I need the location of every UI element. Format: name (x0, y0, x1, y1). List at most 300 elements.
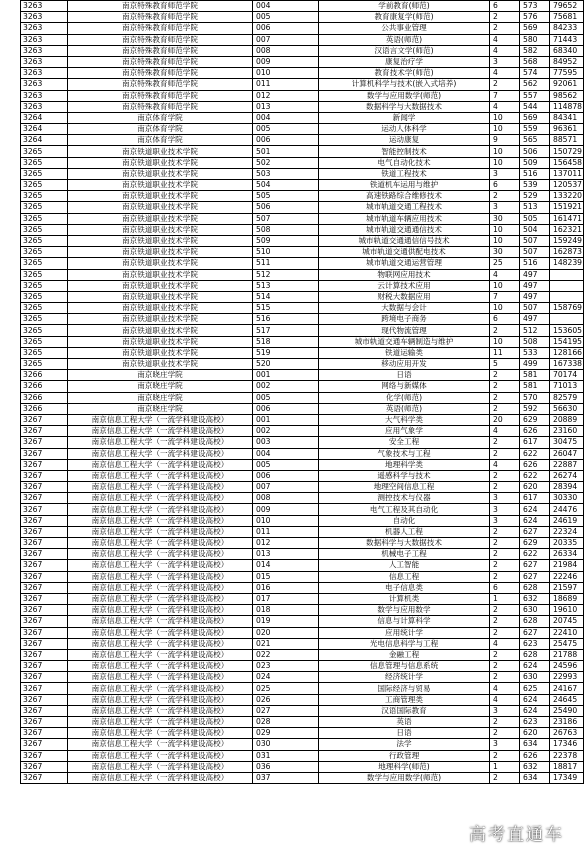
min-rank-cell: 167338 (550, 359, 584, 370)
plan-count-cell: 10 (490, 124, 520, 135)
major-name-cell: 铁道工程技术 (319, 168, 490, 179)
school-code-cell: 3265 (21, 168, 68, 179)
table-row (21, 593, 584, 604)
table-row (21, 235, 584, 246)
min-rank-cell: 70174 (550, 370, 584, 381)
min-score-cell: 582 (520, 45, 550, 56)
min-score-cell: 628 (520, 649, 550, 660)
min-rank-cell: 20335 (550, 538, 584, 549)
plan-count-cell: 10 (490, 146, 520, 157)
school-name-cell: 南京铁道职业技术学院 (68, 291, 253, 302)
major-code-cell: 007 (253, 482, 319, 493)
table-row (21, 605, 584, 616)
school-name-cell: 南京信息工程大学（一流学科建设高校） (68, 470, 253, 481)
table-row (21, 638, 584, 649)
major-name-cell: 电子信息类 (319, 582, 490, 593)
table-row (21, 370, 584, 381)
min-score-cell: 617 (520, 437, 550, 448)
min-rank-cell: 162321 (550, 224, 584, 235)
major-name-cell: 云计算技术应用 (319, 280, 490, 291)
min-rank-cell: 84341 (550, 112, 584, 123)
major-code-cell: 004 (253, 112, 319, 123)
plan-count-cell: 2 (490, 482, 520, 493)
min-rank-cell (550, 291, 584, 302)
school-code-cell: 3267 (21, 638, 68, 649)
min-rank-cell: 128166 (550, 347, 584, 358)
school-code-cell: 3263 (21, 56, 68, 67)
school-name-cell: 南京铁道职业技术学院 (68, 269, 253, 280)
plan-count-cell: 4 (490, 45, 520, 56)
school-code-cell: 3263 (21, 90, 68, 101)
school-code-cell: 3267 (21, 526, 68, 537)
major-code-cell: 518 (253, 336, 319, 347)
major-code-cell: 005 (253, 124, 319, 135)
plan-count-cell: 6 (490, 314, 520, 325)
min-score-cell: 509 (520, 157, 550, 168)
table-row (21, 269, 584, 280)
major-name-cell: 运动康复 (319, 135, 490, 146)
major-name-cell: 计算机类 (319, 593, 490, 604)
school-code-cell: 3267 (21, 459, 68, 470)
min-rank-cell: 133220 (550, 191, 584, 202)
plan-count-cell: 10 (490, 280, 520, 291)
plan-count-cell: 30 (490, 213, 520, 224)
table-row (21, 470, 584, 481)
table-row (21, 56, 584, 67)
min-score-cell: 630 (520, 672, 550, 683)
major-name-cell: 应用气象学 (319, 426, 490, 437)
major-code-cell: 030 (253, 739, 319, 750)
school-name-cell: 南京信息工程大学（一流学科建设高校） (68, 728, 253, 739)
min-rank-cell: 150729 (550, 146, 584, 157)
table-row (21, 180, 584, 191)
major-code-cell: 024 (253, 672, 319, 683)
table-row (21, 101, 584, 112)
major-name-cell: 网络与新媒体 (319, 381, 490, 392)
school-code-cell: 3263 (21, 1, 68, 12)
min-score-cell: 627 (520, 571, 550, 582)
min-score-cell: 544 (520, 101, 550, 112)
table-row (21, 124, 584, 135)
school-code-cell: 3265 (21, 314, 68, 325)
major-name-cell: 数据科学与大数据技术 (319, 101, 490, 112)
plan-count-cell: 2 (490, 526, 520, 537)
school-code-cell: 3267 (21, 605, 68, 616)
school-name-cell: 南京信息工程大学（一流学科建设高校） (68, 638, 253, 649)
plan-count-cell: 4 (490, 269, 520, 280)
min-score-cell: 504 (520, 224, 550, 235)
major-code-cell: 019 (253, 616, 319, 627)
major-name-cell: 信息与计算科学 (319, 616, 490, 627)
major-code-cell: 503 (253, 168, 319, 179)
school-name-cell: 南京信息工程大学（一流学科建设高校） (68, 627, 253, 638)
min-score-cell: 620 (520, 728, 550, 739)
table-row (21, 661, 584, 672)
school-code-cell: 3267 (21, 560, 68, 571)
plan-count-cell: 6 (490, 582, 520, 593)
table-row (21, 224, 584, 235)
min-score-cell: 507 (520, 247, 550, 258)
school-name-cell: 南京信息工程大学（一流学科建设高校） (68, 593, 253, 604)
major-name-cell: 自动化 (319, 515, 490, 526)
major-name-cell: 经济统计学 (319, 672, 490, 683)
plan-count-cell: 2 (490, 79, 520, 90)
major-code-cell: 004 (253, 1, 319, 12)
min-score-cell: 625 (520, 683, 550, 694)
table-row (21, 717, 584, 728)
major-name-cell: 物联网应用技术 (319, 269, 490, 280)
plan-count-cell: 2 (490, 616, 520, 627)
major-code-cell: 506 (253, 202, 319, 213)
major-name-cell: 学前教育(师范) (319, 1, 490, 12)
plan-count-cell: 3 (490, 56, 520, 67)
min-score-cell: 513 (520, 202, 550, 213)
school-name-cell: 南京信息工程大学（一流学科建设高校） (68, 526, 253, 537)
school-name-cell: 南京铁道职业技术学院 (68, 235, 253, 246)
school-name-cell: 南京铁道职业技术学院 (68, 314, 253, 325)
min-rank-cell: 96361 (550, 124, 584, 135)
school-name-cell: 南京信息工程大学（一流学科建设高校） (68, 426, 253, 437)
major-code-cell: 014 (253, 560, 319, 571)
plan-count-cell: 3 (490, 504, 520, 515)
school-code-cell: 3265 (21, 213, 68, 224)
table-row (21, 1, 584, 12)
plan-count-cell: 2 (490, 23, 520, 34)
school-name-cell: 南京信息工程大学（一流学科建设高校） (68, 672, 253, 683)
major-name-cell: 数学与应用数学(师范) (319, 772, 490, 783)
min-rank-cell: 56630 (550, 403, 584, 414)
table-row (21, 683, 584, 694)
min-score-cell: 634 (520, 739, 550, 750)
table-row (21, 45, 584, 56)
min-score-cell: 516 (520, 258, 550, 269)
plan-count-cell: 3 (490, 168, 520, 179)
major-code-cell: 027 (253, 705, 319, 716)
major-name-cell: 计算机科学与技术(嵌入式培养) (319, 79, 490, 90)
school-code-cell: 3265 (21, 359, 68, 370)
min-rank-cell: 25490 (550, 705, 584, 716)
major-code-cell: 001 (253, 414, 319, 425)
major-name-cell: 测控技术与仪器 (319, 493, 490, 504)
major-name-cell: 光电信息科学与工程 (319, 638, 490, 649)
school-name-cell: 南京铁道职业技术学院 (68, 168, 253, 179)
major-code-cell: 515 (253, 303, 319, 314)
plan-count-cell: 4 (490, 68, 520, 79)
min-rank-cell: 22993 (550, 672, 584, 683)
min-rank-cell: 98562 (550, 90, 584, 101)
min-score-cell: 629 (520, 414, 550, 425)
min-score-cell: 634 (520, 772, 550, 783)
school-code-cell: 3267 (21, 694, 68, 705)
major-code-cell: 022 (253, 649, 319, 660)
major-code-cell: 011 (253, 526, 319, 537)
plan-count-cell: 2 (490, 403, 520, 414)
plan-count-cell: 2 (490, 750, 520, 761)
min-rank-cell: 30475 (550, 437, 584, 448)
school-code-cell: 3267 (21, 538, 68, 549)
major-code-cell: 026 (253, 694, 319, 705)
school-code-cell: 3263 (21, 23, 68, 34)
min-score-cell: 581 (520, 370, 550, 381)
school-code-cell: 3264 (21, 124, 68, 135)
min-score-cell: 569 (520, 112, 550, 123)
school-name-cell: 南京信息工程大学（一流学科建设高校） (68, 437, 253, 448)
school-name-cell: 南京信息工程大学（一流学科建设高校） (68, 717, 253, 728)
major-name-cell: 电气工程及其自动化 (319, 504, 490, 515)
min-rank-cell: 18689 (550, 593, 584, 604)
major-code-cell: 509 (253, 235, 319, 246)
school-name-cell: 南京体育学院 (68, 135, 253, 146)
table-row (21, 739, 584, 750)
min-rank-cell: 161471 (550, 213, 584, 224)
table-row (21, 314, 584, 325)
major-code-cell: 517 (253, 325, 319, 336)
table-row (21, 761, 584, 772)
major-name-cell: 教育技术学(师范) (319, 68, 490, 79)
school-code-cell: 3266 (21, 381, 68, 392)
plan-count-cell: 10 (490, 303, 520, 314)
plan-count-cell: 4 (490, 638, 520, 649)
min-rank-cell: 82579 (550, 392, 584, 403)
plan-count-cell: 2 (490, 549, 520, 560)
min-rank-cell: 17349 (550, 772, 584, 783)
major-code-cell: 510 (253, 247, 319, 258)
min-score-cell: 617 (520, 493, 550, 504)
plan-count-cell: 2 (490, 325, 520, 336)
school-code-cell: 3265 (21, 303, 68, 314)
major-name-cell: 铁道运输类 (319, 347, 490, 358)
table-row (21, 728, 584, 739)
plan-count-cell: 9 (490, 135, 520, 146)
min-score-cell: 626 (520, 426, 550, 437)
school-name-cell: 南京信息工程大学（一流学科建设高校） (68, 571, 253, 582)
school-code-cell: 3265 (21, 157, 68, 168)
plan-count-cell: 2 (490, 560, 520, 571)
major-code-cell: 031 (253, 750, 319, 761)
plan-count-cell: 2 (490, 437, 520, 448)
school-code-cell: 3267 (21, 414, 68, 425)
min-rank-cell: 26334 (550, 549, 584, 560)
major-code-cell: 002 (253, 381, 319, 392)
school-name-cell: 南京特殊教育师范学院 (68, 68, 253, 79)
plan-count-cell: 6 (490, 180, 520, 191)
plan-count-cell: 2 (490, 392, 520, 403)
plan-count-cell: 25 (490, 258, 520, 269)
school-name-cell: 南京铁道职业技术学院 (68, 213, 253, 224)
min-score-cell: 581 (520, 381, 550, 392)
major-code-cell: 013 (253, 549, 319, 560)
school-code-cell: 3265 (21, 258, 68, 269)
school-name-cell: 南京信息工程大学（一流学科建设高校） (68, 761, 253, 772)
table-body (21, 1, 584, 784)
table-row (21, 347, 584, 358)
table-row (21, 280, 584, 291)
school-name-cell: 南京铁道职业技术学院 (68, 347, 253, 358)
min-rank-cell: 153605 (550, 325, 584, 336)
table-row (21, 582, 584, 593)
school-code-cell: 3267 (21, 482, 68, 493)
min-rank-cell: 21597 (550, 582, 584, 593)
plan-count-cell: 2 (490, 191, 520, 202)
major-name-cell: 新闻学 (319, 112, 490, 123)
school-code-cell: 3265 (21, 146, 68, 157)
min-rank-cell: 84952 (550, 56, 584, 67)
major-name-cell: 财税大数据应用 (319, 291, 490, 302)
school-code-cell: 3267 (21, 515, 68, 526)
school-code-cell: 3267 (21, 683, 68, 694)
table-row (21, 191, 584, 202)
table-row (21, 146, 584, 157)
school-code-cell: 3267 (21, 571, 68, 582)
min-score-cell: 516 (520, 168, 550, 179)
table-row (21, 616, 584, 627)
table-row (21, 359, 584, 370)
major-name-cell: 安全工程 (319, 437, 490, 448)
min-rank-cell: 30330 (550, 493, 584, 504)
min-score-cell: 562 (520, 79, 550, 90)
min-rank-cell: 24619 (550, 515, 584, 526)
school-code-cell: 3267 (21, 750, 68, 761)
min-score-cell: 623 (520, 717, 550, 728)
admission-score-table (20, 0, 584, 784)
min-score-cell: 570 (520, 392, 550, 403)
plan-count-cell: 3 (490, 202, 520, 213)
min-score-cell: 507 (520, 235, 550, 246)
min-rank-cell: 84233 (550, 23, 584, 34)
min-rank-cell: 26274 (550, 470, 584, 481)
major-code-cell: 006 (253, 23, 319, 34)
school-name-cell: 南京体育学院 (68, 112, 253, 123)
min-score-cell: 568 (520, 56, 550, 67)
major-name-cell: 机械电子工程 (319, 549, 490, 560)
min-score-cell: 559 (520, 124, 550, 135)
plan-count-cell: 2 (490, 627, 520, 638)
table-row (21, 202, 584, 213)
plan-count-cell: 2 (490, 717, 520, 728)
school-name-cell: 南京信息工程大学（一流学科建设高校） (68, 605, 253, 616)
table-row (21, 403, 584, 414)
major-code-cell: 013 (253, 101, 319, 112)
major-code-cell: 016 (253, 582, 319, 593)
watermark: 高考直通车 (469, 825, 564, 845)
school-name-cell: 南京信息工程大学（一流学科建设高校） (68, 661, 253, 672)
school-code-cell: 3265 (21, 336, 68, 347)
plan-count-cell: 7 (490, 90, 520, 101)
school-code-cell: 3267 (21, 437, 68, 448)
school-name-cell: 南京信息工程大学（一流学科建设高校） (68, 705, 253, 716)
school-code-cell: 3267 (21, 661, 68, 672)
school-name-cell: 南京特殊教育师范学院 (68, 12, 253, 23)
school-code-cell: 3265 (21, 325, 68, 336)
major-code-cell: 516 (253, 314, 319, 325)
major-code-cell: 001 (253, 370, 319, 381)
school-code-cell: 3263 (21, 34, 68, 45)
min-score-cell: 506 (520, 146, 550, 157)
school-name-cell: 南京特殊教育师范学院 (68, 45, 253, 56)
major-code-cell: 511 (253, 258, 319, 269)
major-name-cell: 大数据与会计 (319, 303, 490, 314)
major-name-cell: 机器人工程 (319, 526, 490, 537)
major-code-cell: 010 (253, 68, 319, 79)
major-code-cell: 029 (253, 728, 319, 739)
plan-count-cell: 4 (490, 101, 520, 112)
school-name-cell: 南京特殊教育师范学院 (68, 1, 253, 12)
major-code-cell: 007 (253, 34, 319, 45)
school-name-cell: 南京铁道职业技术学院 (68, 359, 253, 370)
school-name-cell: 南京信息工程大学（一流学科建设高校） (68, 582, 253, 593)
min-rank-cell: 22324 (550, 526, 584, 537)
min-score-cell: 505 (520, 213, 550, 224)
min-score-cell: 539 (520, 180, 550, 191)
min-score-cell: 569 (520, 23, 550, 34)
min-score-cell: 626 (520, 459, 550, 470)
plan-count-cell: 4 (490, 694, 520, 705)
school-code-cell: 3263 (21, 45, 68, 56)
plan-count-cell: 2 (490, 538, 520, 549)
school-name-cell: 南京铁道职业技术学院 (68, 258, 253, 269)
major-code-cell: 507 (253, 213, 319, 224)
school-name-cell: 南京信息工程大学（一流学科建设高校） (68, 482, 253, 493)
major-name-cell: 汉语国际教育 (319, 705, 490, 716)
school-code-cell: 3266 (21, 392, 68, 403)
min-score-cell: 508 (520, 336, 550, 347)
school-code-cell: 3263 (21, 12, 68, 23)
min-rank-cell: 71013 (550, 381, 584, 392)
school-name-cell: 南京信息工程大学（一流学科建设高校） (68, 538, 253, 549)
plan-count-cell: 3 (490, 493, 520, 504)
plan-count-cell: 20 (490, 414, 520, 425)
major-code-cell: 023 (253, 661, 319, 672)
min-rank-cell: 68340 (550, 45, 584, 56)
table-row (21, 750, 584, 761)
min-rank-cell: 158769 (550, 303, 584, 314)
min-rank-cell: 71443 (550, 34, 584, 45)
school-code-cell: 3265 (21, 191, 68, 202)
min-rank-cell: 19610 (550, 605, 584, 616)
school-name-cell: 南京晓庄学院 (68, 370, 253, 381)
major-name-cell: 教育康复学(师范) (319, 12, 490, 23)
min-rank-cell: 156458 (550, 157, 584, 168)
min-score-cell: 580 (520, 34, 550, 45)
major-code-cell: 028 (253, 717, 319, 728)
major-code-cell: 006 (253, 403, 319, 414)
school-name-cell: 南京铁道职业技术学院 (68, 325, 253, 336)
plan-count-cell: 2 (490, 672, 520, 683)
major-name-cell: 汉语言文学(师范) (319, 45, 490, 56)
min-score-cell: 507 (520, 303, 550, 314)
plan-count-cell: 2 (490, 12, 520, 23)
table-row (21, 504, 584, 515)
major-name-cell: 英语(师范) (319, 403, 490, 414)
school-code-cell: 3267 (21, 493, 68, 504)
min-score-cell: 574 (520, 68, 550, 79)
min-score-cell: 628 (520, 582, 550, 593)
major-name-cell: 化学(师范) (319, 392, 490, 403)
major-name-cell: 工商管理类 (319, 694, 490, 705)
school-code-cell: 3267 (21, 772, 68, 783)
school-name-cell: 南京特殊教育师范学院 (68, 79, 253, 90)
table-row (21, 414, 584, 425)
min-rank-cell: 77595 (550, 68, 584, 79)
school-code-cell: 3265 (21, 269, 68, 280)
school-name-cell: 南京特殊教育师范学院 (68, 90, 253, 101)
school-code-cell: 3265 (21, 280, 68, 291)
min-rank-cell (550, 314, 584, 325)
major-code-cell: 009 (253, 56, 319, 67)
plan-count-cell: 2 (490, 470, 520, 481)
min-rank-cell: 22887 (550, 459, 584, 470)
table-row (21, 515, 584, 526)
